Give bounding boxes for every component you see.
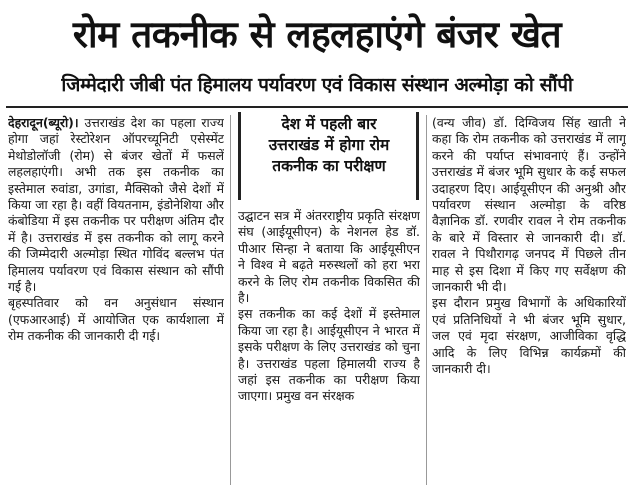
column-1-paragraph-2: बृहस्पतिवार को वन अनुसंधान संस्थान (एफआरआई) में आयोजित एक कार्यशाला में रोम तकनीक की जानकारी दी गई। (8, 295, 224, 344)
column-2 (238, 208, 420, 488)
column-2-paragraph-1: उद्घाटन सत्र में अंतरराष्ट्रीय प्रकृति संरक्षण संघ (आईयूसीएन) के नेशनल हेड डॉ. पीआर सिन्हा ने बताया कि आईयूसीएन ने विश्व मे बढ़ते मरुस्थलों को हरा भरा करने के लिए रोम तकनीक विकसित की है। (238, 208, 420, 306)
callout-line-2: उत्तराखंड में होगा रोम (268, 136, 390, 154)
dateline: देहरादून(ब्यूरो)। (8, 115, 79, 130)
headline: रोम तकनीक से लहलहाएंगे बंजर खेत (72, 13, 562, 56)
column-3 (432, 115, 626, 459)
column-1 (8, 115, 224, 487)
callout-bar-left (238, 112, 241, 200)
callout-line-3: तकनीक का परीक्षण (272, 157, 386, 175)
column-3-paragraph-1: (वन्य जीव) डॉ. दिग्विजय सिंह खाती ने कहा कि रोम तकनीक को उत्तराखंड में लागू करने की पर्याप्त संभावनाएं हैं। उन्होंने उत्तराखंड में बंजर भूमि सुधार के कई सफल उदाहरण दिए। आईयूसीएन की अनुश्री और पर्यावरण संस्थान अल्मोड़ा के वरिष्ठ वैज्ञानिक डॉ. रणवीर रावल ने रोम तकनीक के बारे में विस्तार से जानकारी दी। डॉ. रावल ने पिथौरागढ़ जनपद में पिछले तीन माह से इस दिशा में किए गए सर्वेक्षण की जानकारी भी दी। (432, 115, 626, 295)
callout-box (246, 114, 412, 198)
subheadline: जिम्मेदारी जीबी पंत हिमालय पर्यावरण एवं विकास संस्थान अल्मोड़ा को सौंपी (61, 74, 573, 96)
column-1-paragraph-1 (8, 115, 224, 295)
callout-line-1: देश में पहली बार (281, 115, 377, 133)
column-divider (230, 115, 231, 485)
column-2-paragraph-2: इस तकनीक का कई देशों में इस्तेमाल किया जा रहा है। आईयूसीएन ने भारत में इसके परीक्षण के लिए उत्तराखंड को चुना है। उत्तराखंड पहला हिमालयी राज्य है जहां इस तकनीक का परीक्षण किया जाएगा। प्रमुख वन संरक्षक (238, 306, 420, 404)
column-3-paragraph-2: इस दौरान प्रमुख विभागों के अधिकारियों एवं प्रतिनिधियों ने भी बंजर भूमि सुधार, जल एवं मृदा संरक्षण, आजीविका वृद्धि आदि के लिए विभिन्न कार्यक्रमों की जानकारी दी। (432, 295, 626, 377)
column-divider (426, 115, 427, 485)
column-1-text-1: उत्तराखंड देश का पहला राज्य होगा जहां रेस्टोरेशन ऑपरच्यूनिटी एसेस्मेंट मेथोडोलॉजी (रोम) से बंजर खेतों में फसलें लहलहाएंगी। अभी तक इस तकनीक का इस्तेमाल रुवांडा, उगांडा, मैक्सिको जैसे देशों में किया जा रहा है। वहीं वियतनाम, इंडोनेशिया और कंबोडिया में इस तकनीक पर परीक्षण अंतिम दौर में है। उत्तराखंड में इस तकनीक को लागू करने की जिम्मेदारी अल्मोड़ा स्थित गोविंद बल्लभ पंत हिमालय पर्यावरण एवं विकास संस्थान को सौंपी गई है। (8, 115, 224, 295)
callout-bar-right (416, 112, 419, 200)
header-divider (6, 106, 628, 108)
